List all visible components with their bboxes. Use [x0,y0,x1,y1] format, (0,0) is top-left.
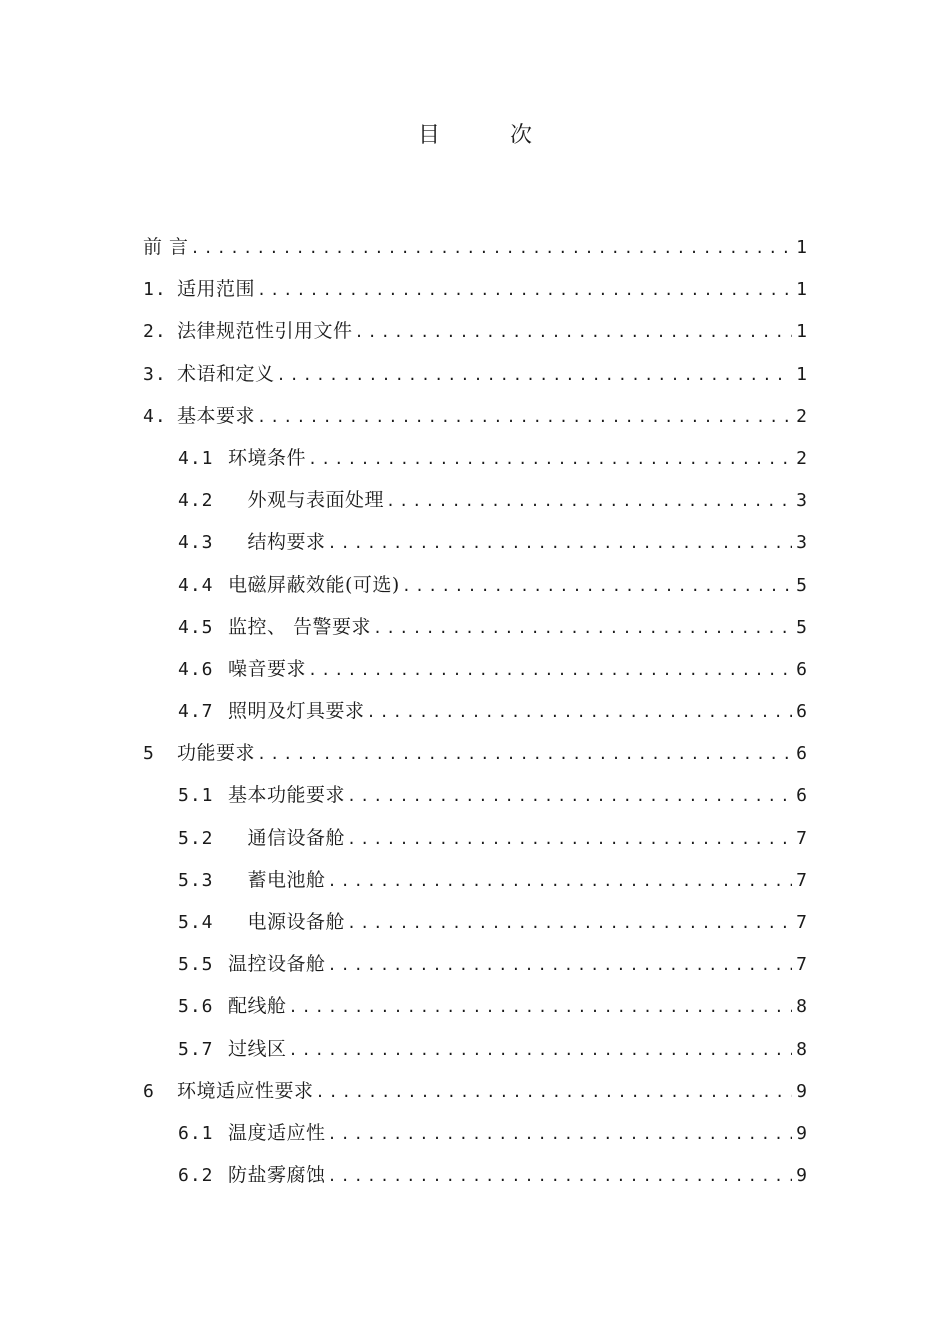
toc-page-number: 7 [796,827,807,849]
toc-dot-leader [308,438,792,480]
toc-page-number: 6 [796,743,807,765]
toc-page-number: 6 [796,785,807,807]
toc-section-number: 4.2 [178,490,214,512]
toc-section-number: 4.4 [178,574,214,596]
toc-entry[interactable] [143,1112,807,1154]
toc-entry[interactable] [143,268,807,310]
toc-entry-text [178,690,365,733]
toc-entry[interactable] [143,521,807,563]
toc-section-number: 5.5 [178,954,214,976]
toc-section-number: 4.1 [178,447,214,469]
toc-entry[interactable] [143,943,807,985]
toc-page-number: 7 [796,912,807,933]
toc-page-number: 6 [796,701,807,723]
toc-entry[interactable] [143,732,807,774]
toc-entry[interactable] [143,901,807,943]
toc-dot-leader [316,1071,792,1113]
toc-page-number: 7 [796,954,807,976]
toc-entry[interactable] [143,226,807,268]
toc-section-number: 6.1 [178,1122,214,1144]
toc-entry-text [178,1028,287,1071]
toc-section-number: 5.1 [178,785,214,807]
toc-section-number: 2. [143,321,167,343]
toc-entry[interactable] [143,479,807,521]
toc-entry-text [178,437,306,480]
toc-entry[interactable] [143,1154,807,1196]
toc-page-number: 6 [796,658,807,680]
toc-entry[interactable] [143,690,807,732]
toc-page-number: 3 [796,532,807,554]
toc-section-number: 5.4 [178,912,214,933]
toc-entry-label: 功能要求 [177,742,256,765]
toc-dot-leader [367,691,792,733]
toc-entry-label: 环境适应性要求 [177,1079,314,1102]
toc-entry-label: 外观与表面处理 [228,489,385,512]
toc-section-number: 4.7 [178,701,214,723]
toc-entry[interactable] [143,774,807,816]
toc-section-number: 5.7 [178,1038,214,1060]
toc-entry-text [143,268,255,311]
toc-entry-label: 结构要求 [228,531,326,554]
toc-entry[interactable] [143,395,807,437]
toc-page-number: 8 [796,996,807,1018]
toc-entry[interactable] [143,310,807,352]
toc-page-number: 8 [796,1038,807,1060]
toc-section-number: 3. [143,363,167,385]
toc-entry-text [143,226,189,268]
toc-entry-text [178,901,345,944]
toc-entry[interactable] [143,859,807,901]
toc-page-number: 9 [796,1165,807,1187]
toc-entry-text [178,774,345,817]
toc-entry-text [143,353,275,396]
toc-entry[interactable] [143,817,807,859]
toc-dot-leader [289,986,792,1028]
toc-page-number: 5 [796,616,807,638]
toc-section-number: 5 [143,743,155,765]
toc-page-number: 1 [796,321,807,343]
toc-entry-label: 蓄电池舱 [228,868,326,891]
toc-entry-text [178,817,345,860]
toc-entry[interactable] [143,606,807,648]
toc-entry[interactable] [143,1070,807,1112]
toc-entry-text [178,648,306,691]
toc-entry-text [143,1070,314,1113]
toc-entry-label: 温控设备舱 [228,953,326,976]
toc-page-number: 1 [796,279,807,301]
toc-entry-label: 电源设备舱 [228,911,346,933]
toc-dot-leader [328,522,792,564]
toc-entry-label: 基本功能要求 [228,784,346,807]
toc-entry-text [178,1154,326,1197]
toc-dot-leader [347,818,792,860]
toc-entry[interactable] [143,1028,807,1070]
toc-dot-leader [257,396,792,438]
toc-entry-label: 适用范围 [177,278,256,301]
toc-page-number: 3 [796,490,807,512]
toc-entry-label: 防盐雾腐蚀 [228,1164,326,1187]
toc-entry[interactable] [143,437,807,479]
toc-entry-label: 监控、 告警要求 [228,615,372,638]
toc-page-number: 9 [796,1080,807,1102]
toc-entry-text [178,943,326,986]
toc-entry[interactable] [143,564,807,606]
toc-dot-leader [328,860,792,902]
toc-entry-label: 通信设备舱 [228,826,346,849]
toc-dot-leader [373,607,792,649]
toc-dot-leader [308,649,792,691]
toc-entry-text [178,564,400,607]
toc-section-number: 4. [143,405,167,427]
toc-page-number: 1 [796,237,807,258]
toc-dot-leader [257,733,792,775]
toc-section-number: 4.5 [178,616,214,638]
toc-section-number: 4.3 [178,532,214,554]
toc-section-number: 4.6 [178,658,214,680]
toc-page-number: 2 [796,405,807,427]
toc-entry[interactable] [143,985,807,1027]
toc-dot-leader [328,1155,792,1197]
toc-entry-label: 环境条件 [228,446,307,469]
toc-entry-text [178,606,371,649]
toc-entry-label: 配线舱 [228,995,287,1018]
toc-entry-text [178,985,287,1028]
toc-dot-leader [191,227,792,269]
toc-dot-leader [328,1113,792,1155]
toc-dot-leader [277,354,792,396]
toc-list [143,226,807,1196]
toc-entry-text [143,732,255,775]
toc-entry-label: 噪音要求 [228,657,307,680]
toc-section-number: 5.6 [178,996,214,1018]
toc-section-number: 5.2 [178,827,214,849]
toc-entry-label: 电磁屏蔽效能(可选) [228,573,400,596]
toc-dot-leader [289,1029,792,1071]
toc-page-number: 5 [796,574,807,596]
toc-dot-leader [402,565,792,607]
toc-entry-text [143,395,255,438]
toc-entry[interactable] [143,353,807,395]
toc-entry-text [178,859,326,902]
toc-page-number: 9 [796,1122,807,1144]
toc-title: 目 次 [417,123,556,148]
toc-entry-text [178,479,384,522]
toc-section-number: 1. [143,279,167,301]
toc-entry-label: 温度适应性 [228,1121,326,1144]
toc-entry-label: 照明及灯具要求 [228,700,365,723]
toc-entry-label: 前 言 [143,236,189,258]
toc-section-number: 6 [143,1080,155,1102]
toc-page-number: 2 [796,447,807,469]
toc-entry-text [178,1112,326,1155]
toc-entry[interactable] [143,648,807,690]
toc-dot-leader [347,775,792,817]
toc-section-number: 5.3 [178,869,214,891]
toc-page-number: 7 [796,869,807,891]
toc-dot-leader [355,311,792,353]
toc-dot-leader [347,902,792,944]
toc-entry-label: 基本要求 [177,404,256,427]
toc-section-number: 6.2 [178,1165,214,1187]
toc-entry-label: 术语和定义 [177,362,275,385]
toc-dot-leader [386,480,792,522]
toc-dot-leader [328,944,792,986]
toc-dot-leader [257,269,792,311]
toc-entry-text [178,521,326,564]
toc-entry-text [143,310,353,353]
toc-entry-label: 法律规范性引用文件 [177,320,353,343]
toc-page-number: 1 [796,363,807,385]
toc-entry-label: 过线区 [228,1037,287,1060]
